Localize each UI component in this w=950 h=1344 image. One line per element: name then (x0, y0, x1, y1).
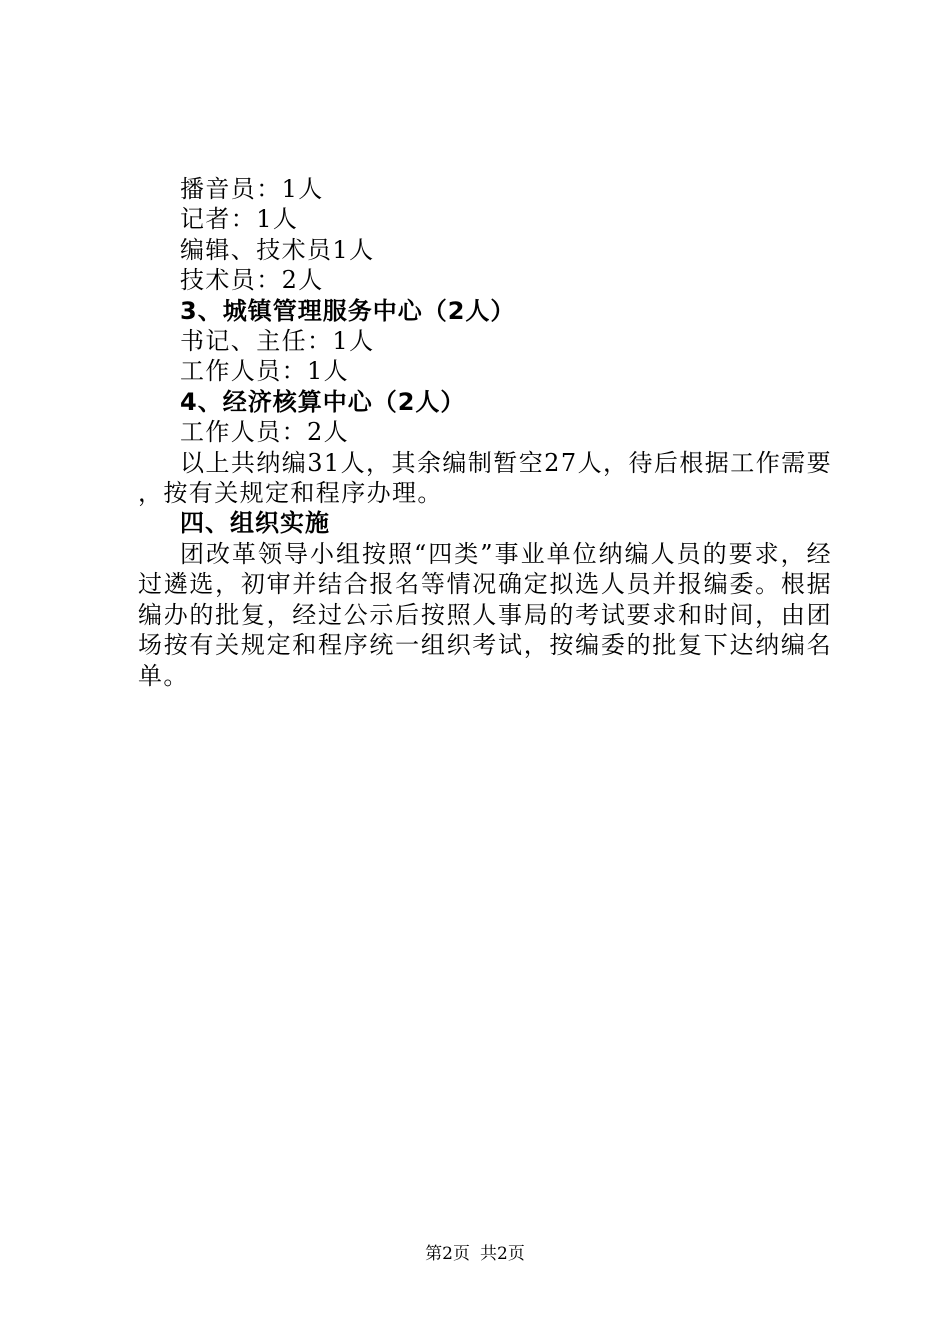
staff-line-staff-2: 工作人员：2人 (180, 418, 350, 447)
page-footer (0, 1243, 950, 1265)
section-four-heading: 四、组织实施 (180, 509, 330, 538)
section-4-heading: 4、经济核算中心（2人） (180, 387, 466, 416)
page-number-total: 共2页 (480, 1244, 525, 1264)
implementation-paragraph: 团改革领导小组按照“四类”事业单位纳编人员的要求，经过遴选，初审并结合报名等情况确定拟选人员并报编委。根据编办的批复，经过公示后按照人事局的考试要求和时间，由团场按有关规定和程序统一组织考试，按编委的批复下达纳编名单。 (138, 539, 832, 690)
staff-line-secretary-director: 书记、主任：1人 (180, 327, 375, 356)
staff-line-staff-1: 工作人员：1人 (180, 357, 350, 386)
staff-line-reporter: 记者：1人 (180, 205, 299, 234)
section-3-heading: 3、城镇管理服务中心（2人） (180, 296, 516, 325)
page-number-current: 第2页 (425, 1244, 470, 1264)
staff-line-technician: 技术员：2人 (180, 266, 324, 295)
staff-line-editor-technician: 编辑、技术员1人 (180, 235, 375, 264)
staff-line-announcer: 播音员：1人 (180, 175, 324, 203)
document-body (138, 174, 832, 691)
summary-paragraph: 以上共纳编31人，其余编制暂空27人，待后根据工作需要，按有关规定和程序办理。 (138, 448, 832, 508)
